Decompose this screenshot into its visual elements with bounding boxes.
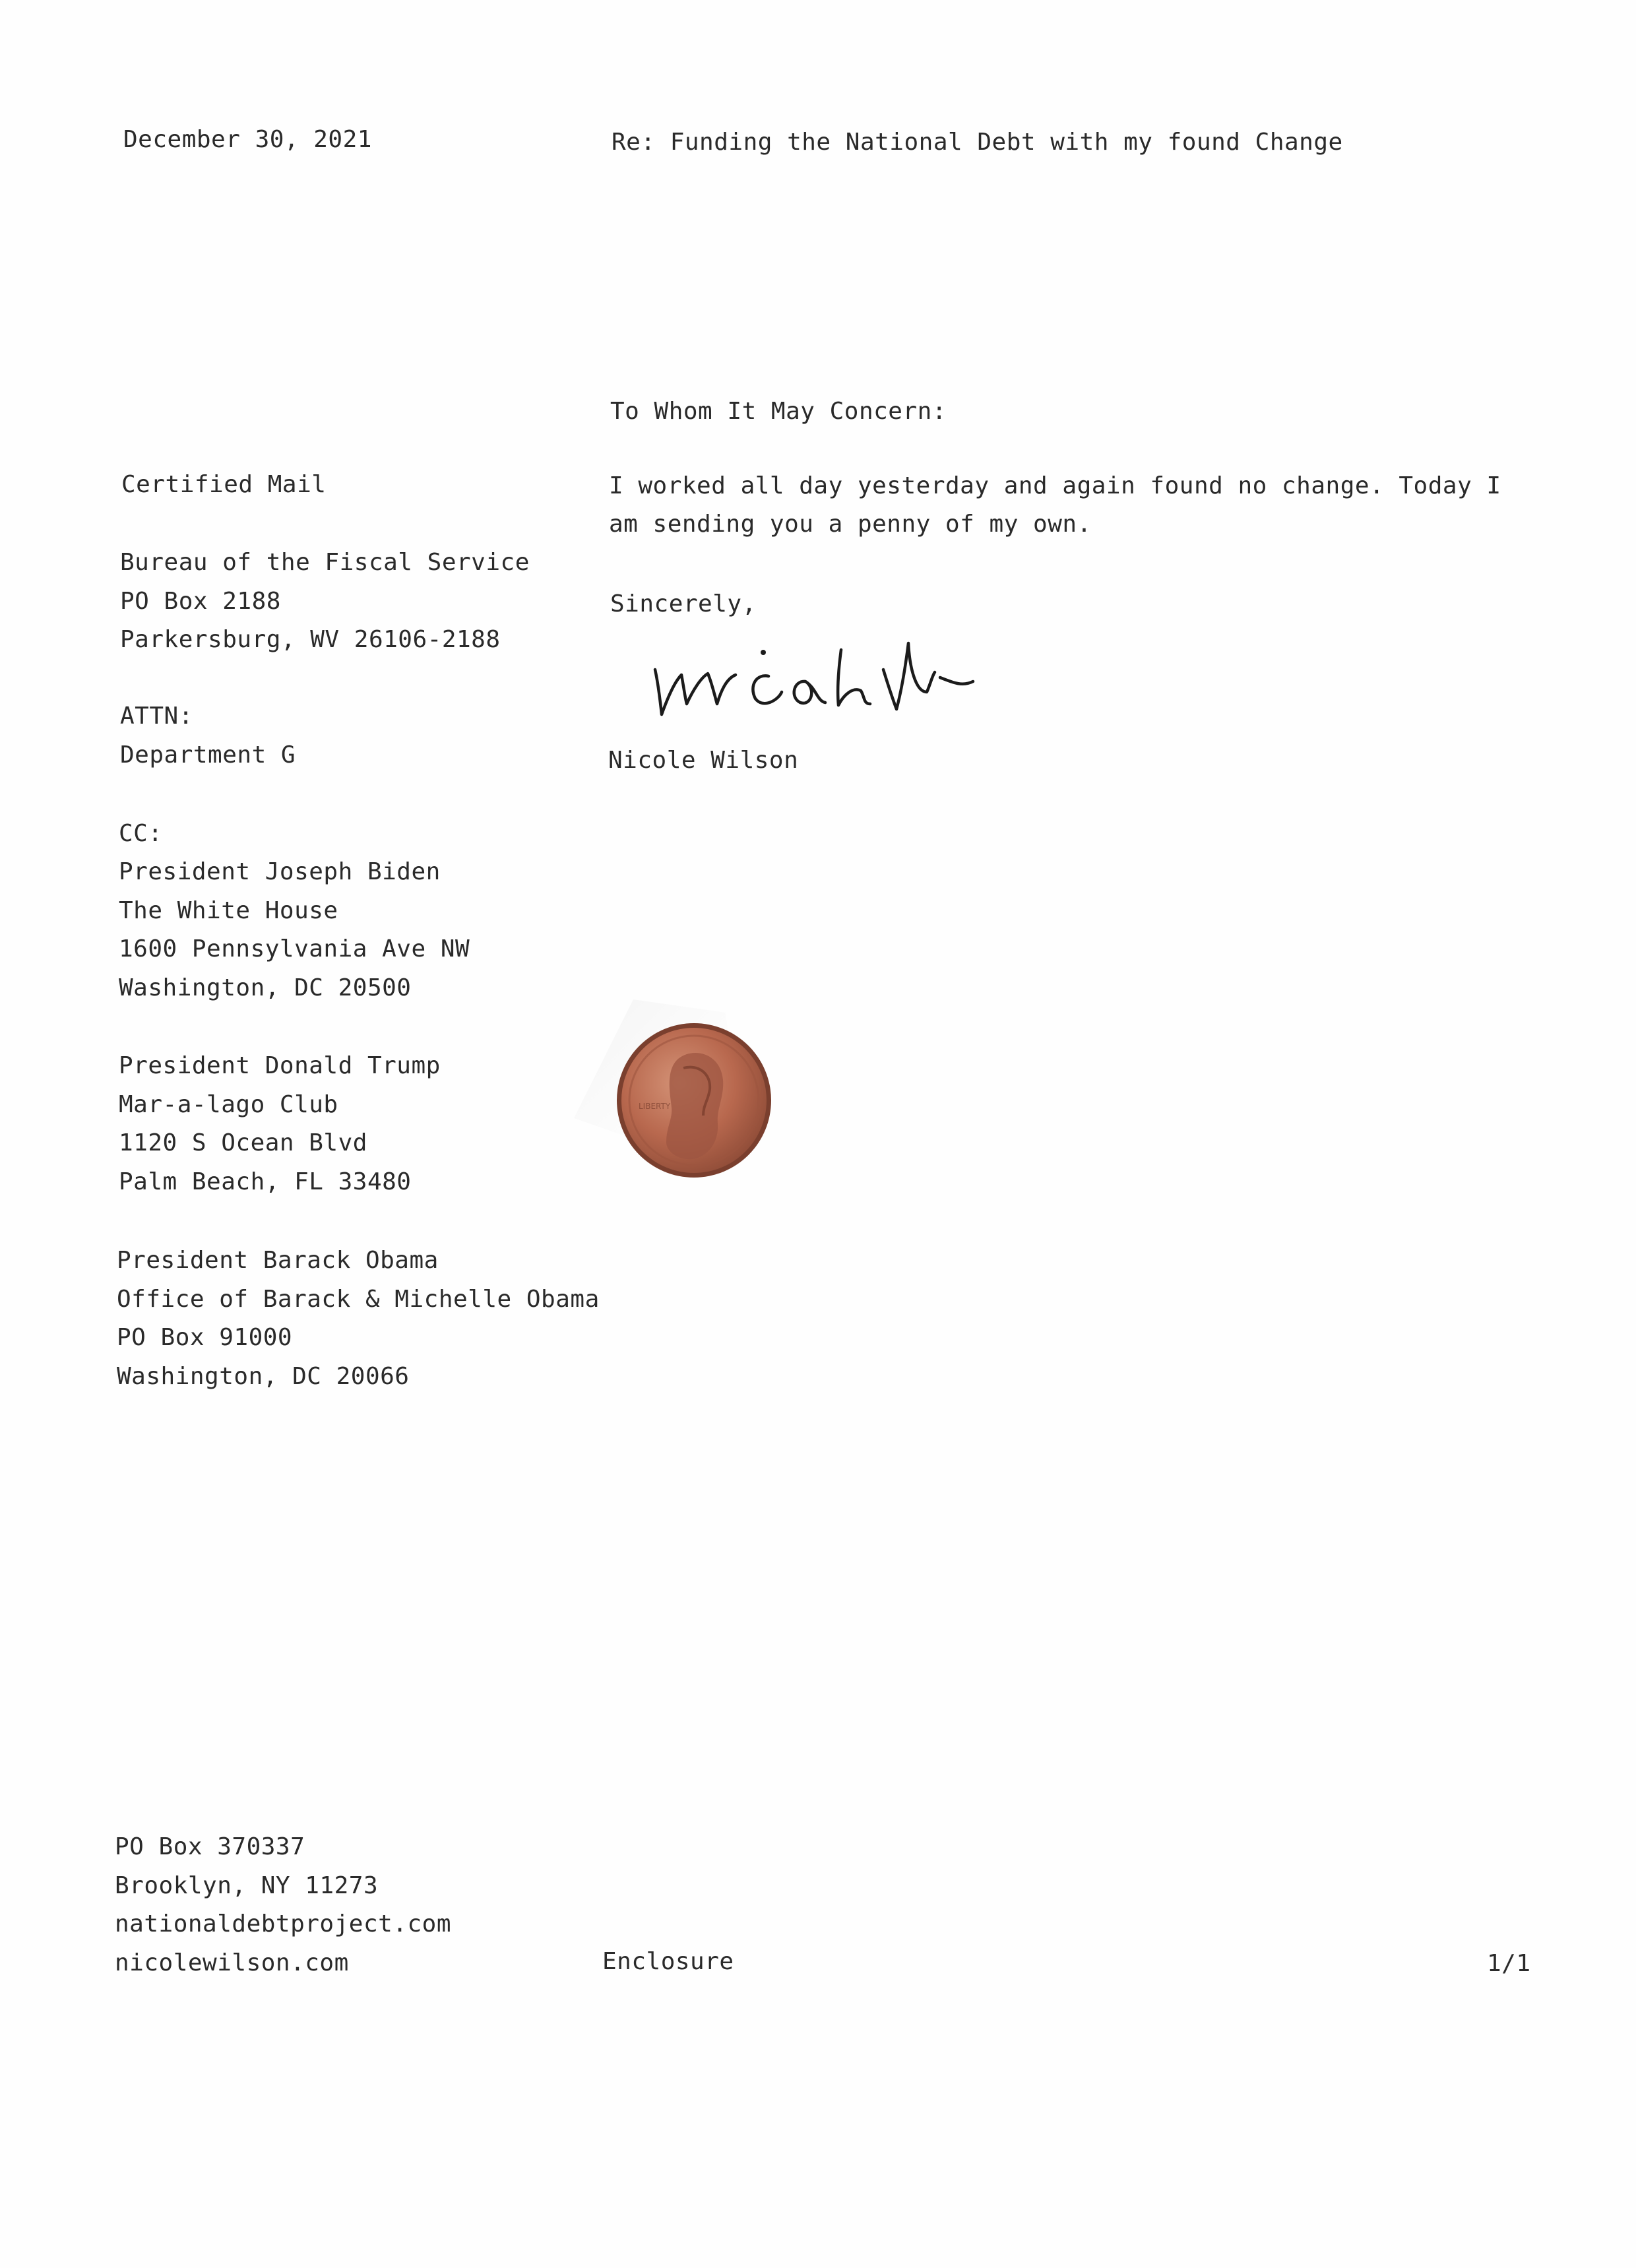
cc-address-line: PO Box 91000 — [117, 1324, 293, 1351]
cc-address-line: Office of Barack & Michelle Obama — [117, 1285, 600, 1313]
svg-text:LIBERTY: LIBERTY — [639, 1102, 671, 1111]
cc-address-line: 1120 S Ocean Blvd — [119, 1129, 367, 1156]
cc-address-line: President Barack Obama — [117, 1247, 439, 1274]
letter-greeting: To Whom It May Concern: — [610, 398, 947, 425]
sender-address-line: PO Box 370337 — [115, 1833, 305, 1860]
letter-closing: Sincerely, — [610, 590, 757, 617]
recipient-address-line: Bureau of the Fiscal Service — [120, 549, 530, 576]
cc-recipient-trump — [119, 1047, 441, 1201]
letter-date: December 30, 2021 — [123, 126, 372, 153]
handwritten-signature-icon — [643, 630, 986, 732]
recipient-address-line: Parkersburg, WV 26106-2188 — [120, 626, 501, 653]
attn-label: ATTN: — [120, 703, 193, 730]
sender-website-link: nationaldebtproject.com — [115, 1910, 451, 1937]
us-penny-coin-icon — [567, 986, 778, 1200]
letter-subject: Re: Funding the National Debt with my found Change — [612, 129, 1343, 156]
attn-department: Department G — [120, 741, 296, 769]
recipient-address-line: PO Box 2188 — [120, 587, 281, 615]
page-number: 1/1 — [1487, 1950, 1531, 1977]
sender-name: Nicole Wilson — [608, 747, 799, 774]
letter-body: I worked all day yesterday and again found no change. Today I am sending you a penny of my own. — [609, 472, 1501, 538]
sender-website-link: nicolewilson.com — [115, 1949, 349, 1976]
cc-recipient-biden — [119, 853, 470, 1007]
cc-address-line: President Joseph Biden — [119, 858, 441, 885]
cc-address-line: Washington, DC 20500 — [119, 974, 412, 1001]
cc-recipient-obama — [117, 1242, 600, 1396]
cc-address-line: President Donald Trump — [119, 1052, 441, 1079]
cc-label: CC: — [119, 820, 163, 847]
delivery-method: Certified Mail — [121, 471, 327, 498]
sender-address-line: Brooklyn, NY 11273 — [115, 1872, 379, 1899]
recipient-address — [120, 544, 530, 660]
enclosure-label: Enclosure — [602, 1948, 734, 1975]
cc-address-line: The White House — [119, 897, 338, 924]
attn-block — [120, 697, 296, 774]
cc-address-line: Palm Beach, FL 33480 — [119, 1168, 412, 1195]
sender-address — [115, 1828, 451, 1982]
cc-address-line: 1600 Pennsylvania Ave NW — [119, 935, 470, 962]
cc-address-line: Washington, DC 20066 — [117, 1362, 410, 1390]
cc-address-line: Mar-a-lago Club — [119, 1090, 338, 1118]
